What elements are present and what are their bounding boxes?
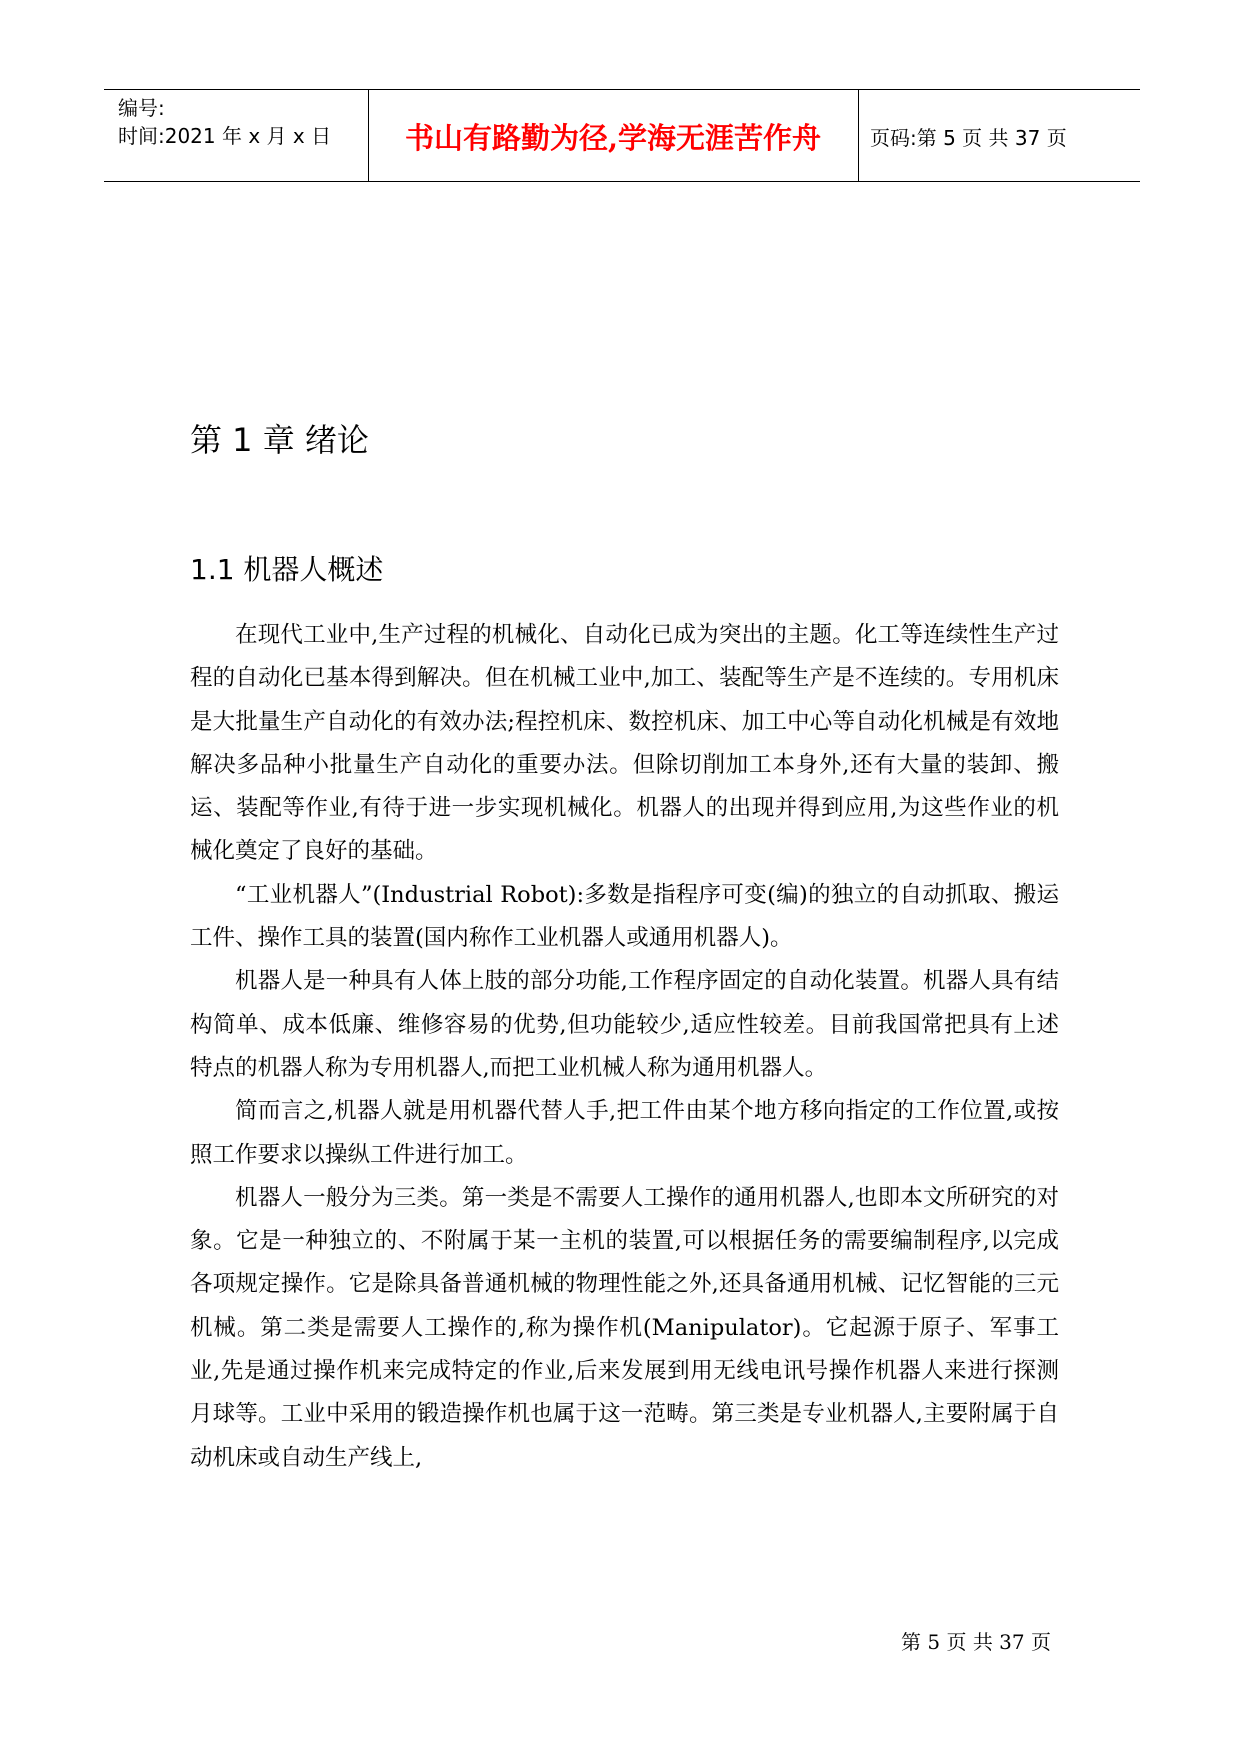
page-header	[104, 89, 1140, 182]
paragraph: “工业机器人”(Industrial Robot):多数是指程序可变(编)的独立的自动抓取、搬运工件、操作工具的装置(国内称作工业机器人或通用机器人)。	[190, 881, 1059, 952]
header-divider-right	[858, 90, 859, 181]
section-title: 1.1 机器人概述	[190, 553, 384, 586]
document-time-label: 时间:2021 年 x 月 x 日	[118, 124, 332, 148]
chapter-title: 第 1 章 绪论	[190, 421, 369, 459]
paragraph: 简而言之,机器人就是用机器代替人手,把工件由某个地方移向指定的工作位置,或按照工作要求以操纵工件进行加工。	[190, 1098, 1059, 1168]
header-meta	[118, 94, 331, 150]
document-number-label: 编号:	[118, 96, 165, 120]
paragraph: 机器人一般分为三类。第一类是不需要人工操作的通用机器人,也即本文所研究的对象。它是一种独立的、不附属于某一主机的装置,可以根据任务的需要编制程序,以完成各项规定操作。它是除具备普通机械的物理性能之外,还具备通用机械、记忆智能的三元机械。第二类是需要人工操作的,称为操作机(Manipulator)。它起源于原子、军事工业,先是通过操作机来完成特定的作业,后来发展到用无线电讯号操作机器人来进行探测月球等。工业中采用的锻造操作机也属于这一范畴。第三类是专业机器人,主要附属于自动机床或自动生产线上,	[190, 1184, 1059, 1471]
paragraph: 机器人是一种具有人体上肢的部分功能,工作程序固定的自动化装置。机器人具有结构简单、成本低廉、维修容易的优势,但功能较少,适应性较差。目前我国常把具有上述特点的机器人称为专用机器人,而把工业机械人称为通用机器人。	[190, 968, 1059, 1081]
page-footer: 第 5 页 共 37 页	[901, 1630, 1051, 1654]
header-page-info: 页码:第 5 页 共 37 页	[870, 126, 1067, 150]
paragraph: 在现代工业中,生产过程的机械化、自动化已成为突出的主题。化工等连续性生产过程的自动化已基本得到解决。但在机械工业中,加工、装配等生产是不连续的。专用机床是大批量生产自动化的有效办法;程控机床、数控机床、加工中心等自动化机械是有效地解决多品种小批量生产自动化的重要办法。但除切削加工本身外,还有大量的装卸、搬运、装配等作业,有待于进一步实现机械化。机器人的出现并得到应用,为这些作业的机械化奠定了良好的基础。	[190, 622, 1059, 865]
header-motto: 书山有路勤为径,学海无涯苦作舟	[404, 121, 822, 155]
body-text	[190, 614, 1059, 1480]
